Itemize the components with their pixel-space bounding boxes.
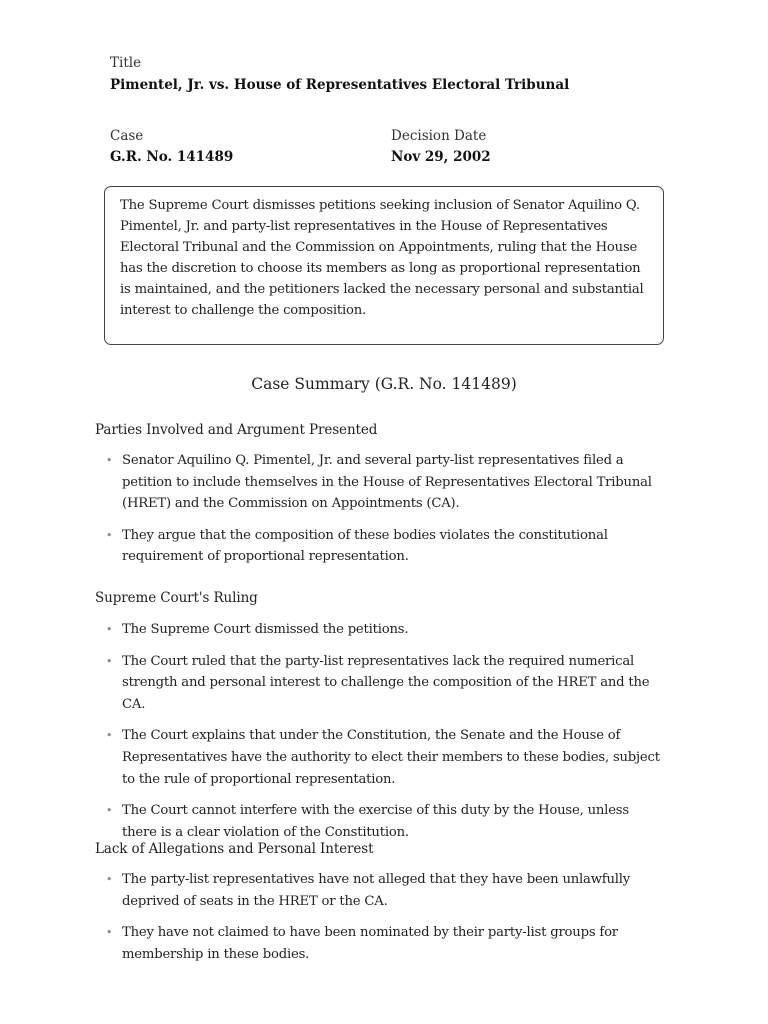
allegations-list xyxy=(104,869,664,975)
parties-list xyxy=(104,450,664,578)
case-summary-heading: Case Summary (G.R. No. 141489) xyxy=(251,375,517,393)
decision-date-label: Decision Date xyxy=(391,128,487,144)
case-label: Case xyxy=(110,128,144,144)
section-heading-parties: Parties Involved and Argument Presented xyxy=(95,422,378,438)
list-item: • The party-list representatives have not alleged that they have been unlawfully deprived of seats in the HRET or the CA. xyxy=(104,869,664,912)
section-heading-ruling: Supreme Court's Ruling xyxy=(95,590,258,606)
section-heading-allegations: Lack of Allegations and Personal Interest xyxy=(95,841,374,857)
list-item: • The Court explains that under the Constitution, the Senate and the House of Representatives have the authority to elect their members to these bodies, subject to the rule of proportional representation. xyxy=(104,725,664,790)
list-item: • The Supreme Court dismissed the petitions. xyxy=(104,619,664,641)
title-label: Title xyxy=(110,55,142,71)
list-item: • The Court ruled that the party-list representatives lack the required numerical strength and personal interest to challenge the composition of the HRET and the CA. xyxy=(104,651,664,716)
decision-date: Nov 29, 2002 xyxy=(391,149,491,165)
case-title: Pimentel, Jr. vs. House of Representatives Electoral Tribunal xyxy=(110,77,570,93)
list-item: • Senator Aquilino Q. Pimentel, Jr. and several party-list representatives filed a petition to include themselves in the House of Representatives Electoral Tribunal (HRET) and the Commission on Appointments (CA). xyxy=(104,450,664,515)
ruling-list xyxy=(104,619,664,853)
case-number: G.R. No. 141489 xyxy=(110,149,234,165)
list-item: • They argue that the composition of these bodies violates the constitutional requirement of proportional representation. xyxy=(104,525,664,568)
list-item: • They have not claimed to have been nominated by their party-list groups for membership in these bodies. xyxy=(104,922,664,965)
list-item: • The Court cannot interfere with the exercise of this duty by the House, unless there is a clear violation of the Constitution. xyxy=(104,800,664,843)
summary-box: The Supreme Court dismisses petitions seeking inclusion of Senator Aquilino Q. Pimentel, Jr. and party-list representatives in the House of Representatives Electoral Tribunal and the Commission on Appointments, ruling that the House has the discretion to choose its members as long as proportional representation is maintained, and the petitioners lacked the necessary personal and substantial interest to challenge the composition. xyxy=(104,186,664,345)
